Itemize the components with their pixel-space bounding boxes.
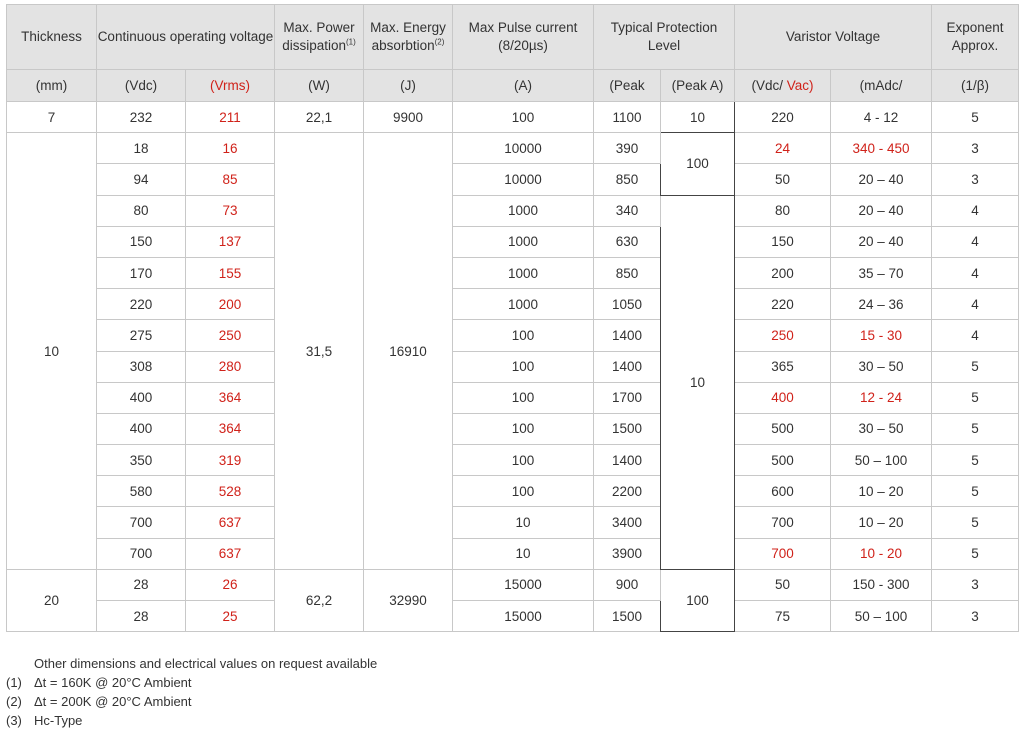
cell-varistor: 200 <box>735 257 831 288</box>
footnote-number: (3) <box>6 713 22 728</box>
cell-madc: 15 - 30 <box>831 320 932 351</box>
cell-madc: 12 - 24 <box>831 382 932 413</box>
cell-pulse: 100 <box>453 445 594 476</box>
unit-varistor <box>735 70 831 102</box>
cell-power: 31,5 <box>275 133 364 570</box>
cell-vdc: 220 <box>97 289 186 320</box>
cell-madc: 150 - 300 <box>831 569 932 600</box>
header-row <box>7 5 1019 70</box>
cell-exponent: 5 <box>932 445 1019 476</box>
footnote-ref-2: (2) <box>434 37 445 47</box>
cell-varistor: 600 <box>735 476 831 507</box>
unit-thickness: (mm) <box>7 70 97 102</box>
cell-varistor: 220 <box>735 289 831 320</box>
cell-pulse: 1000 <box>453 257 594 288</box>
cell-vdc: 700 <box>97 538 186 569</box>
footnotes <box>6 654 377 730</box>
table-row <box>7 226 1019 257</box>
cell-exponent: 5 <box>932 538 1019 569</box>
cell-vdc: 400 <box>97 382 186 413</box>
cell-vrms: 155 <box>186 257 275 288</box>
cell-varistor: 400 <box>735 382 831 413</box>
cell-exponent: 5 <box>932 351 1019 382</box>
cell-madc: 340 - 450 <box>831 133 932 164</box>
cell-vrms: 200 <box>186 289 275 320</box>
cell-vdc: 700 <box>97 507 186 538</box>
footnote-text: Hc-Type <box>34 713 83 728</box>
cell-pulse: 10 <box>453 538 594 569</box>
cell-vrms: 280 <box>186 351 275 382</box>
cell-peak-a: 10 <box>661 195 735 569</box>
cell-exponent: 4 <box>932 195 1019 226</box>
table-row <box>7 601 1019 632</box>
cell-peak: 850 <box>594 164 661 195</box>
table-row <box>7 195 1019 226</box>
cell-power: 62,2 <box>275 569 364 631</box>
cell-power: 22,1 <box>275 102 364 133</box>
table-row <box>7 538 1019 569</box>
footnote-intro: Other dimensions and electrical values on request available <box>34 656 378 671</box>
cell-madc: 50 – 100 <box>831 445 932 476</box>
cell-vrms: 637 <box>186 538 275 569</box>
table-row <box>7 133 1019 164</box>
cell-exponent: 4 <box>932 320 1019 351</box>
footnote-3 <box>6 711 377 730</box>
cell-vdc: 94 <box>97 164 186 195</box>
cell-peak: 900 <box>594 569 661 600</box>
cell-vrms: 85 <box>186 164 275 195</box>
cell-madc: 24 – 36 <box>831 289 932 320</box>
cell-energy: 9900 <box>364 102 453 133</box>
cell-vrms: 319 <box>186 445 275 476</box>
cell-exponent: 5 <box>932 507 1019 538</box>
footnote-number: (2) <box>6 694 22 709</box>
footnote-1 <box>6 673 377 692</box>
table-row <box>7 164 1019 195</box>
cell-madc: 10 – 20 <box>831 507 932 538</box>
cell-madc: 50 – 100 <box>831 601 932 632</box>
footnote-text: Δt = 200K @ 20°C Ambient <box>34 694 192 709</box>
cell-peak: 3400 <box>594 507 661 538</box>
cell-pulse: 100 <box>453 320 594 351</box>
cell-energy: 32990 <box>364 569 453 631</box>
cell-peak-a: 100 <box>661 133 735 195</box>
header-max-pulse: Max Pulse current (8/20µs) <box>453 5 594 70</box>
cell-madc: 30 – 50 <box>831 351 932 382</box>
cell-exponent: 4 <box>932 257 1019 288</box>
cell-peak: 2200 <box>594 476 661 507</box>
cell-thickness: 20 <box>7 569 97 631</box>
cell-madc: 35 – 70 <box>831 257 932 288</box>
cell-varistor: 700 <box>735 538 831 569</box>
header-thickness: Thickness <box>7 5 97 70</box>
cell-peak: 1400 <box>594 445 661 476</box>
unit-vdc: (Vdc) <box>97 70 186 102</box>
cell-pulse: 100 <box>453 351 594 382</box>
cell-pulse: 100 <box>453 413 594 444</box>
table-row <box>7 445 1019 476</box>
cell-madc: 30 – 50 <box>831 413 932 444</box>
cell-exponent: 3 <box>932 133 1019 164</box>
cell-vdc: 18 <box>97 133 186 164</box>
cell-vrms: 26 <box>186 569 275 600</box>
unit-madc: (mAdc/ <box>831 70 932 102</box>
cell-exponent: 5 <box>932 413 1019 444</box>
table-row <box>7 102 1019 133</box>
table-row <box>7 382 1019 413</box>
cell-varistor: 80 <box>735 195 831 226</box>
cell-vdc: 28 <box>97 569 186 600</box>
header-continuous-voltage: Continuous operating voltage <box>97 5 275 70</box>
cell-vdc: 28 <box>97 601 186 632</box>
cell-vrms: 637 <box>186 507 275 538</box>
table-row <box>7 507 1019 538</box>
cell-vrms: 211 <box>186 102 275 133</box>
header-max-energy <box>364 5 453 70</box>
table-row <box>7 476 1019 507</box>
unit-peak: (Peak <box>594 70 661 102</box>
units-row <box>7 70 1019 102</box>
header-max-power-text: Max. Power dissipation <box>282 19 355 53</box>
cell-peak: 630 <box>594 226 661 257</box>
unit-energy: (J) <box>364 70 453 102</box>
unit-exponent: (1/β) <box>932 70 1019 102</box>
header-protection-level: Typical Protection Level <box>594 5 735 70</box>
cell-madc: 4 - 12 <box>831 102 932 133</box>
cell-vdc: 580 <box>97 476 186 507</box>
cell-varistor: 220 <box>735 102 831 133</box>
cell-pulse: 100 <box>453 102 594 133</box>
footnote-ref-1: (1) <box>346 37 356 47</box>
unit-pulse: (A) <box>453 70 594 102</box>
cell-peak: 850 <box>594 257 661 288</box>
cell-peak: 1500 <box>594 601 661 632</box>
cell-vrms: 250 <box>186 320 275 351</box>
cell-peak-a: 10 <box>661 102 735 133</box>
cell-pulse: 1000 <box>453 195 594 226</box>
cell-exponent: 5 <box>932 102 1019 133</box>
cell-exponent: 4 <box>932 289 1019 320</box>
varistor-spec-table <box>6 4 1019 632</box>
cell-thickness: 7 <box>7 102 97 133</box>
table-row <box>7 569 1019 600</box>
table-row <box>7 351 1019 382</box>
cell-pulse: 15000 <box>453 601 594 632</box>
cell-exponent: 4 <box>932 226 1019 257</box>
cell-exponent: 3 <box>932 164 1019 195</box>
cell-vdc: 80 <box>97 195 186 226</box>
header-varistor-voltage: Varistor Voltage <box>735 5 932 70</box>
cell-varistor: 50 <box>735 569 831 600</box>
cell-madc: 10 - 20 <box>831 538 932 569</box>
cell-vdc: 275 <box>97 320 186 351</box>
cell-vrms: 364 <box>186 382 275 413</box>
table-row <box>7 413 1019 444</box>
cell-peak: 1400 <box>594 320 661 351</box>
cell-varistor: 50 <box>735 164 831 195</box>
cell-peak: 390 <box>594 133 661 164</box>
footnote-number: (1) <box>6 675 22 690</box>
unit-power: (W) <box>275 70 364 102</box>
cell-varistor: 500 <box>735 413 831 444</box>
cell-madc: 20 – 40 <box>831 226 932 257</box>
cell-varistor: 365 <box>735 351 831 382</box>
cell-peak: 1050 <box>594 289 661 320</box>
table-row <box>7 320 1019 351</box>
table-row <box>7 289 1019 320</box>
cell-vdc: 150 <box>97 226 186 257</box>
cell-exponent: 5 <box>932 382 1019 413</box>
cell-varistor: 150 <box>735 226 831 257</box>
cell-peak: 1700 <box>594 382 661 413</box>
cell-madc: 10 – 20 <box>831 476 932 507</box>
unit-varistor-vac: Vac) <box>786 78 814 93</box>
cell-peak: 1500 <box>594 413 661 444</box>
cell-varistor: 500 <box>735 445 831 476</box>
cell-vrms: 16 <box>186 133 275 164</box>
cell-pulse: 1000 <box>453 226 594 257</box>
cell-energy: 16910 <box>364 133 453 570</box>
cell-pulse: 1000 <box>453 289 594 320</box>
cell-varistor: 250 <box>735 320 831 351</box>
header-exponent: Exponent Approx. <box>932 5 1019 70</box>
unit-vrms: (Vrms) <box>186 70 275 102</box>
header-max-power <box>275 5 364 70</box>
cell-varistor: 75 <box>735 601 831 632</box>
cell-peak: 1100 <box>594 102 661 133</box>
footnote-2 <box>6 692 377 711</box>
cell-exponent: 5 <box>932 476 1019 507</box>
cell-vrms: 528 <box>186 476 275 507</box>
cell-varistor: 24 <box>735 133 831 164</box>
cell-thickness: 10 <box>7 133 97 570</box>
cell-pulse: 10000 <box>453 164 594 195</box>
cell-vdc: 350 <box>97 445 186 476</box>
cell-vrms: 364 <box>186 413 275 444</box>
cell-vrms: 137 <box>186 226 275 257</box>
table-row <box>7 257 1019 288</box>
cell-peak: 340 <box>594 195 661 226</box>
cell-pulse: 10000 <box>453 133 594 164</box>
header-max-energy-text: Max. Energy absorbtion <box>370 19 446 53</box>
footnote-text: Δt = 160K @ 20°C Ambient <box>34 675 192 690</box>
cell-pulse: 100 <box>453 382 594 413</box>
cell-vrms: 25 <box>186 601 275 632</box>
cell-varistor: 700 <box>735 507 831 538</box>
cell-vdc: 170 <box>97 257 186 288</box>
cell-peak: 1400 <box>594 351 661 382</box>
cell-vrms: 73 <box>186 195 275 226</box>
cell-pulse: 15000 <box>453 569 594 600</box>
unit-peak-a: (Peak A) <box>661 70 735 102</box>
cell-vdc: 400 <box>97 413 186 444</box>
cell-peak: 3900 <box>594 538 661 569</box>
cell-vdc: 308 <box>97 351 186 382</box>
cell-vdc: 232 <box>97 102 186 133</box>
cell-madc: 20 – 40 <box>831 164 932 195</box>
cell-exponent: 3 <box>932 569 1019 600</box>
cell-madc: 20 – 40 <box>831 195 932 226</box>
cell-pulse: 10 <box>453 507 594 538</box>
cell-pulse: 100 <box>453 476 594 507</box>
unit-varistor-vdc: (Vdc/ <box>751 78 787 93</box>
cell-peak-a: 100 <box>661 569 735 631</box>
cell-exponent: 3 <box>932 601 1019 632</box>
